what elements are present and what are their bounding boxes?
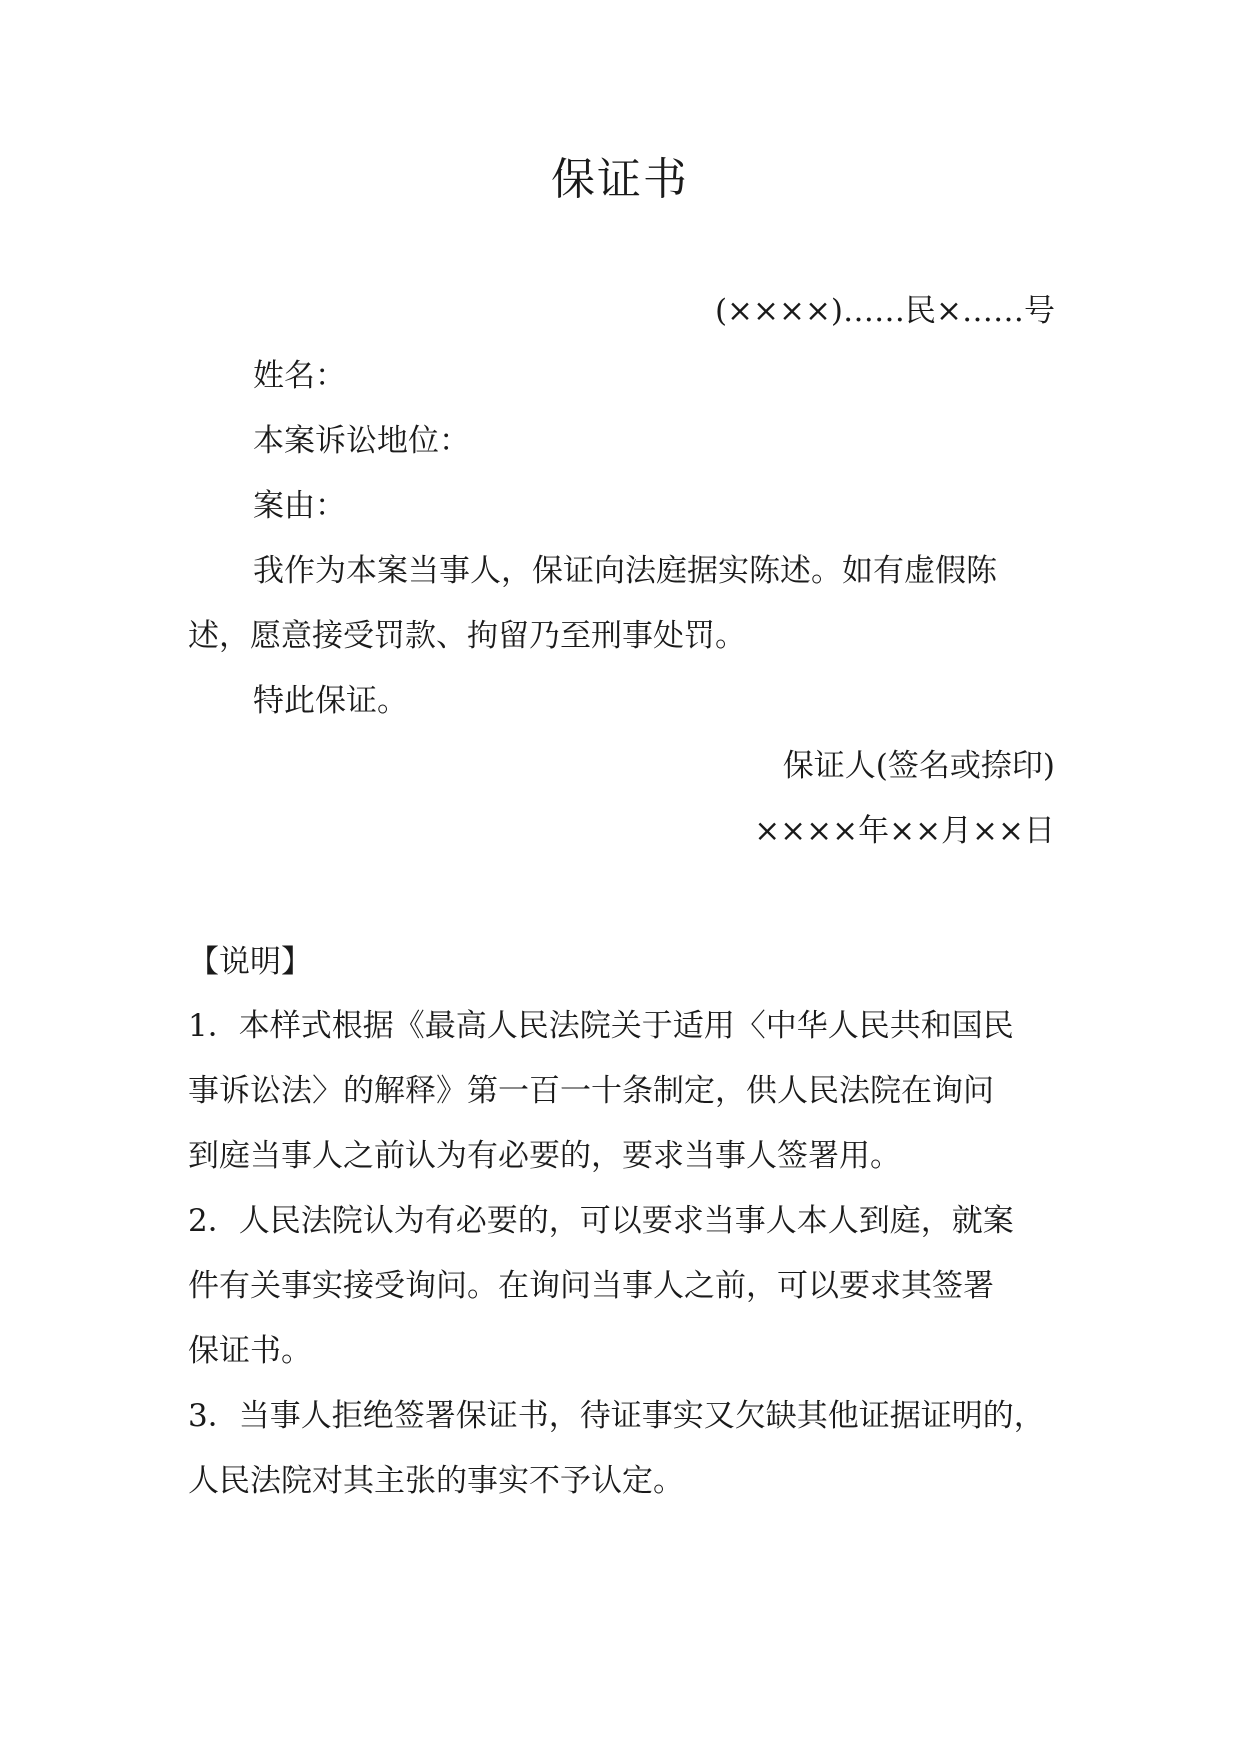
note-1-line-3: 到庭当事人之前认为有必要的，要求当事人签署用。 — [188, 1138, 901, 1174]
cause-of-action-field-label: 案由： — [253, 488, 346, 524]
note-1-line-2: 事诉讼法〉的解释》第一百一十条制定，供人民法院在询问 — [188, 1073, 994, 1109]
litigation-status-field-label: 本案诉讼地位： — [253, 423, 470, 459]
guarantor-signature-label: 保证人(签名或捺印) — [782, 748, 1055, 784]
notes-heading: 【说明】 — [188, 944, 312, 980]
signature-date: ××××年××月××日 — [754, 813, 1055, 849]
statement-line-1: 我作为本案当事人，保证向法庭据实陈述。如有虚假陈 — [253, 553, 997, 589]
document-title: 保证书 — [551, 154, 689, 205]
case-number: (××××)……民×……号 — [714, 293, 1055, 329]
name-field-label: 姓名： — [253, 358, 346, 394]
note-3-line-2: 人民法院对其主张的事实不予认定。 — [188, 1463, 684, 1499]
note-2-line-1: 2．人民法院认为有必要的，可以要求当事人本人到庭，就案 — [188, 1203, 1014, 1239]
note-3-line-1: 3．当事人拒绝签署保证书，待证事实又欠缺其他证据证明的， — [188, 1398, 1045, 1434]
closing-statement: 特此保证。 — [253, 683, 408, 719]
statement-line-2: 述，愿意接受罚款、拘留乃至刑事处罚。 — [188, 618, 746, 654]
note-1-line-1: 1．本样式根据《最高人民法院关于适用〈中华人民共和国民 — [188, 1008, 1014, 1044]
note-2-line-2: 件有关事实接受询问。在询问当事人之前，可以要求其签署 — [188, 1268, 994, 1304]
note-2-line-3: 保证书。 — [188, 1333, 312, 1369]
